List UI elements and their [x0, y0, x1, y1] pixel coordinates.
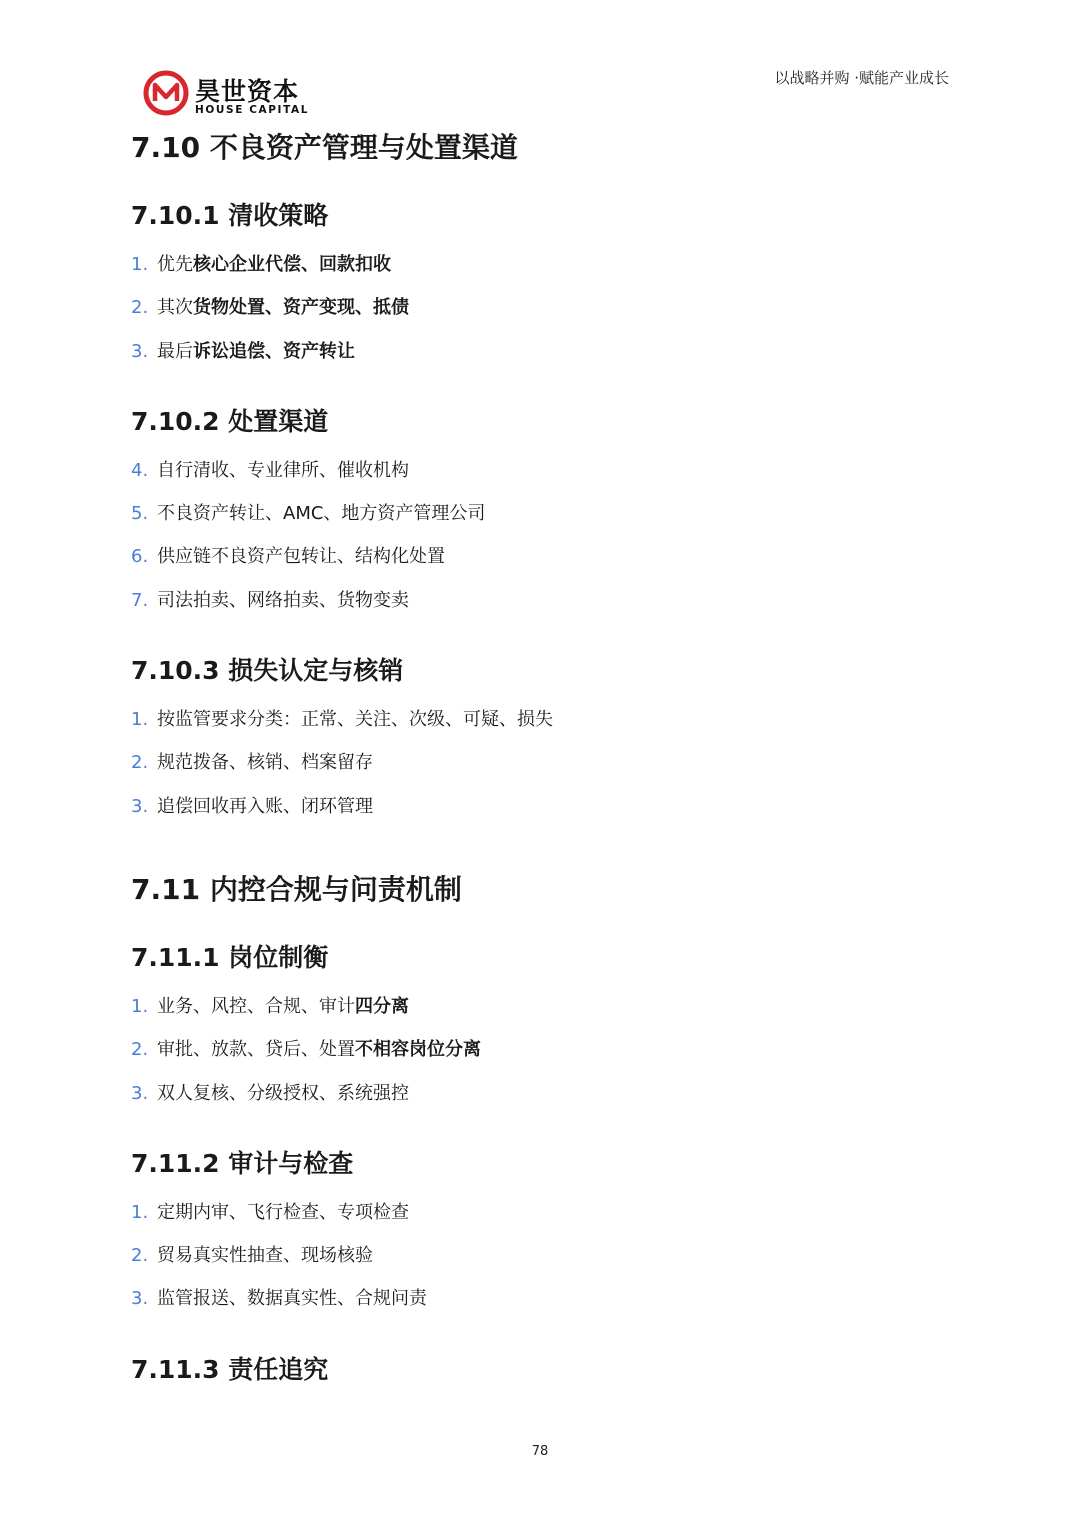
- list-number: 3.: [131, 1082, 149, 1104]
- subsection-title: 7.11.3 责任追究: [131, 1354, 329, 1384]
- item-text: 按监管要求分类：正常、关注、次级、可疑、损失: [157, 709, 553, 731]
- list-item: [131, 1200, 951, 1226]
- company-logo: [143, 70, 323, 120]
- subsection-title: 7.11.1 岗位制衡: [131, 942, 329, 972]
- list-number: 2.: [131, 752, 149, 774]
- item-emphasis: 货物处置、资产变现、抵债: [193, 297, 409, 319]
- list-item: [131, 994, 951, 1020]
- page-header: [0, 0, 1080, 130]
- list-number: 2.: [131, 1245, 149, 1267]
- list-item: [131, 295, 951, 321]
- item-text: 贸易真实性抽查、现场核验: [157, 1245, 373, 1267]
- item-text: 供应链不良资产包转让、结构化处置: [157, 546, 445, 568]
- section-title: 7.11 内控合规与问责机制: [131, 872, 462, 906]
- list-number: 5.: [131, 503, 149, 525]
- list-number: 6.: [131, 546, 149, 568]
- list-item: [131, 588, 951, 614]
- item-text: 其次: [157, 297, 193, 319]
- subsection-title: 7.10.3 损失认定与核销: [131, 656, 404, 686]
- numbered-list: [131, 994, 951, 1107]
- list-item: [131, 1037, 951, 1063]
- list-item: [131, 339, 951, 365]
- numbered-list: [131, 1200, 951, 1313]
- list-item: [131, 1243, 951, 1269]
- item-text: 业务、风控、合规、审计: [157, 995, 355, 1017]
- item-emphasis: 四分离: [355, 995, 409, 1017]
- list-item: [131, 252, 951, 278]
- list-number: 1.: [131, 254, 149, 275]
- section-title: 7.10 不良资产管理与处置渠道: [131, 131, 518, 164]
- item-text: 审批、放款、贷后、处置: [157, 1039, 355, 1061]
- item-text: 规范拨备、核销、档案留存: [157, 752, 373, 774]
- list-item: [131, 794, 951, 820]
- list-item: [131, 501, 951, 527]
- list-number: 2.: [131, 1039, 149, 1061]
- item-text: 最后: [157, 340, 193, 362]
- item-emphasis: 诉讼追偿、资产转让: [193, 340, 355, 362]
- list-number: 2.: [131, 297, 149, 319]
- subsection-title: 7.10.2 处置渠道: [131, 406, 329, 436]
- document-body: [131, 128, 951, 1388]
- list-item: [131, 458, 951, 484]
- item-text: 双人复核、分级授权、系统强控: [157, 1082, 409, 1104]
- logo-chinese-name: 昊世资本: [195, 77, 300, 106]
- item-text: 司法拍卖、网络拍卖、货物变卖: [157, 589, 409, 611]
- item-emphasis: 核心企业代偿、回款扣收: [193, 254, 391, 275]
- numbered-list: [131, 707, 951, 820]
- list-number: 7.: [131, 589, 149, 611]
- list-number: 1.: [131, 1201, 149, 1223]
- list-item: [131, 1081, 951, 1107]
- item-text: 优先: [157, 254, 193, 275]
- item-text: 追偿回收再入账、闭环管理: [157, 795, 373, 817]
- subsection-title: 7.11.2 审计与检查: [131, 1148, 354, 1178]
- list-number: 1.: [131, 995, 149, 1017]
- item-text: 自行清收、专业律所、催收机构: [157, 459, 409, 481]
- list-item: [131, 750, 951, 776]
- logo-english-name: HOUSE CAPITAL: [195, 104, 310, 116]
- logo-mark-icon: [143, 70, 189, 116]
- header-slogan: 以战略并购 ·赋能产业成长: [774, 69, 949, 87]
- item-text: 定期内审、飞行检查、专项检查: [157, 1201, 409, 1223]
- subsection-title: 7.10.1 清收策略: [131, 201, 329, 230]
- list-item: [131, 707, 951, 733]
- numbered-list: [131, 252, 951, 365]
- numbered-list: [131, 458, 951, 614]
- item-text: 监管报送、数据真实性、合规问责: [157, 1288, 427, 1310]
- page-number: 78: [531, 1444, 549, 1459]
- list-number: 3.: [131, 795, 149, 817]
- list-number: 3.: [131, 1288, 149, 1310]
- list-item: [131, 1286, 951, 1312]
- list-item: [131, 544, 951, 570]
- item-emphasis: 不相容岗位分离: [355, 1039, 481, 1061]
- list-number: 3.: [131, 340, 149, 362]
- list-number: 4.: [131, 459, 149, 481]
- item-text: 不良资产转让、AMC、地方资产管理公司: [157, 503, 486, 525]
- list-number: 1.: [131, 709, 149, 731]
